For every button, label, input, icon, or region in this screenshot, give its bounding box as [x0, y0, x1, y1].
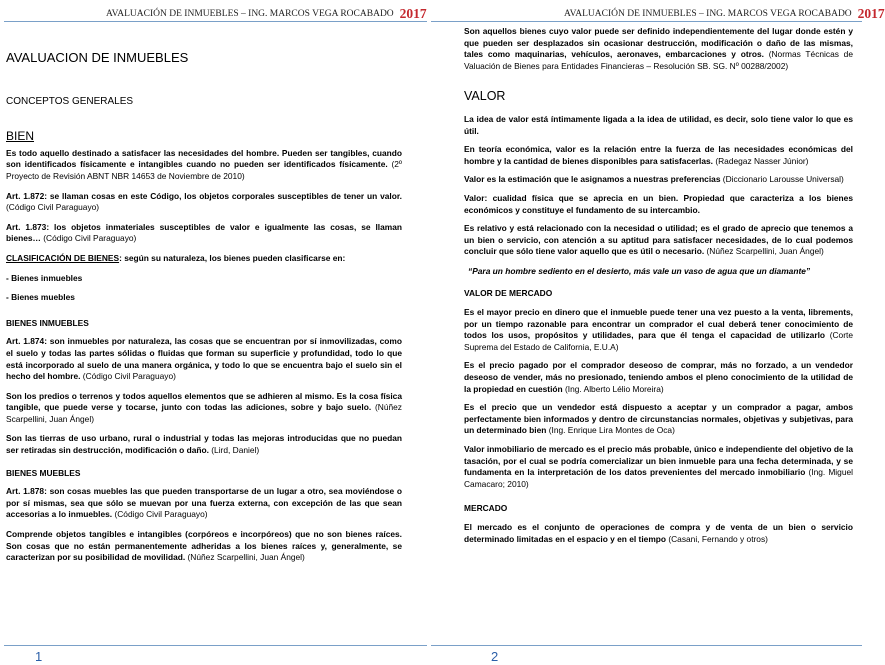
- paragraph: Art. 1.878: son cosas muebles las que pueden transportarse de un lugar a otro, sea moviéndose o por sí mismas, sea que sólo se muevan por una fuerza externa, con excepción de las que sean accesorias a lo inmuebles. (Código Civil Paraguayo): [6, 486, 402, 520]
- page-2-body: [464, 26, 853, 545]
- paragraph: Son las tierras de uso urbano, rural o industrial y todas las mejoras introducidas que no puedan ser retiradas sin destrucción, modificación o daño. (Lird, Daniel): [6, 433, 402, 456]
- paragraph: Es el precio pagado por el comprador deseoso de comprar, más no forzado, a un vendedor deseoso de vender, más no presionado, teniendo ambos el pleno conocimiento de la utilidad de la propiedad en cuestión (Ing. Alberto Lélio Moreira): [464, 360, 853, 394]
- paragraph: Art. 1.872: se llaman cosas en este Código, los objetos corporales susceptibles de tener un valor. (Código Civil Paraguayo): [6, 190, 402, 213]
- header-year: 2017: [399, 6, 427, 21]
- header-year: 2017: [857, 6, 885, 21]
- bien-heading: BIEN: [6, 129, 35, 144]
- paragraph: El mercado es el conjunto de operaciones de compra y de venta de un bien o servicio determinado limitadas en el espacio y en el tiempo (Casani, Fernando y otros): [464, 522, 853, 544]
- paragraph: Art. 1.873: los objetos inmateriales susceptibles de valor e igualmente las cosas, se llaman bienes… (Código Civil Paraguayo): [6, 221, 402, 244]
- section-title: CONCEPTOS GENERALES: [6, 95, 134, 107]
- page-header: [564, 4, 885, 26]
- quote: “Para un hombre sediento en el desierto, más vale un vaso de agua que un diamante”: [468, 265, 811, 276]
- paragraph: En teoría económica, valor es la relación entre la fuerza de las necesidades económicas del hombre y la cantidad de bienes disponibles para satisfacerlas. (Radegaz Nasser Júnior): [464, 144, 853, 166]
- paragraph: Es el mayor precio en dinero que el inmueble puede tener una vez puesto a la venta, librements, por un tiempo razonable para encontrar un comprador el cual deberá tener conocimiento de todos los usos, propósitos y utilidades, para que él tenga el capacidad de utilizarlo (Corte Suprema del Estado de California, E.U.A): [464, 307, 853, 352]
- list-item: - Bienes muebles: [6, 292, 75, 303]
- document-title: AVALUACION DE INMUEBLES: [6, 50, 189, 65]
- classification-line: CLASIFICACIÓN DE BIENES: según su naturaleza, los bienes pueden clasificarse en:: [6, 252, 346, 263]
- page-2: [431, 0, 885, 665]
- subheading-mercado: MERCADO: [464, 503, 508, 514]
- footer-rule: [431, 645, 862, 646]
- paragraph: Valor inmobiliario de mercado es el precio más probable, único e independiente del objetivo de la tasación, por el cual se podría comercializar un bien inmueble para una fecha determinada, y se fundamenta en la interpretación de los datos prevenientes del mercado inmobiliario (Ing. Miguel Camacaro; 2010): [464, 444, 853, 489]
- page-1: [0, 0, 431, 665]
- subheading-valor-mercado: VALOR DE MERCADO: [464, 287, 553, 298]
- valor-heading: VALOR: [464, 89, 506, 104]
- list-item: - Bienes inmuebles: [6, 272, 83, 283]
- paragraph: Es el precio que un vendedor está dispuesto a aceptar y un comprador a pagar, ambos perfectamente bien informados y dentro de circunstancias normales, objetivas y subjetivas, para un determinado bien (Ing. Enrique Lira Montes de Oca): [464, 402, 853, 436]
- paragraph: Art. 1.874: son inmuebles por naturaleza, las cosas que se encuentran por sí inmovilizadas, como el suelo y todas las partes sólidas o fluidas que forman su superficie y profundidad, todo lo que está incorporado al suelo de una manera orgánica, y todo lo que se encuentra bajo el suelo sin el hecho del hombre. (Código Civil Paraguayo): [6, 336, 402, 382]
- page-1-body: [6, 22, 402, 564]
- subheading-muebles: BIENES MUEBLES: [6, 467, 81, 478]
- paragraph: Son aquellos bienes cuyo valor puede ser definido independientemente del lugar donde estén y que pueden ser desplazados sin ocasionar destrucción, modificación o daño de las mismas, tales como maquinarias, vehículos, aeronaves, embarcaciones y otros. (Normas Técnicas de Valuación de Bienes para Entidades Financieras – Resolución SB. SG. Nº 00288/2002): [464, 26, 853, 71]
- subheading-inmuebles: BIENES INMUEBLES: [6, 317, 89, 328]
- paragraph: La idea de valor está íntimamente ligada a la idea de utilidad, es decir, solo tiene valor lo que es útil.: [464, 113, 853, 136]
- paragraph: Valor: cualidad física que se aprecia en un bien. Propiedad que caracteriza a los bienes económicos y constituye el fundamento de su intercambio.: [464, 192, 853, 215]
- paragraph: Valor es la estimación que le asignamos a nuestras preferencias (Diccionario Larousse Universal): [464, 174, 844, 185]
- paragraph: Es todo aquello destinado a satisfacer las necesidades del hombre. Pueden ser tangibles, cuando son identificados físicamente e intangibles cuando no pueden ser identificados físicamente. (2º Proyecto de Revisión ABNT NBR 14653 de Noviembre de 2010): [6, 147, 402, 181]
- paragraph: Son los predios o terrenos y todos aquellos elementos que se adhieren al mismo. Es la cosa física tangible, que puede verse y tocarse, junto con todas las adiciones, sobre y bajo suelo. (Núñez Scarpellini, Juan Ángel): [6, 390, 402, 424]
- paragraph: Comprende objetos tangibles e intangibles (corpóreos e incorpóreos) que no son bienes raíces. Son cosas que no están permanentemente adheridas a los bienes raíces y, generalmente, se caracterizan por su posibilidad de movilidad. (Núñez Scarpellini, Juan Ángel): [6, 529, 402, 563]
- page-number: 1: [35, 649, 43, 664]
- header-rule: [431, 21, 862, 22]
- footer-rule: [4, 645, 427, 646]
- header-text: AVALUACIÓN DE INMUEBLES – ING. MARCOS VEGA ROCABADO: [106, 9, 394, 19]
- header-text: AVALUACIÓN DE INMUEBLES – ING. MARCOS VEGA ROCABADO: [564, 9, 852, 19]
- page-number: 2: [491, 649, 499, 664]
- paragraph: Es relativo y está relacionado con la necesidad o utilidad; es el grado de aprecio que tenemos a un bien o servicio, con atención a su aptitud para satisfacer necesidades, de lo cual podemos concluir que sólo tiene valor aquello que es útil o necesario. (Núñez Scarpellini, Juan Ángel): [464, 223, 853, 257]
